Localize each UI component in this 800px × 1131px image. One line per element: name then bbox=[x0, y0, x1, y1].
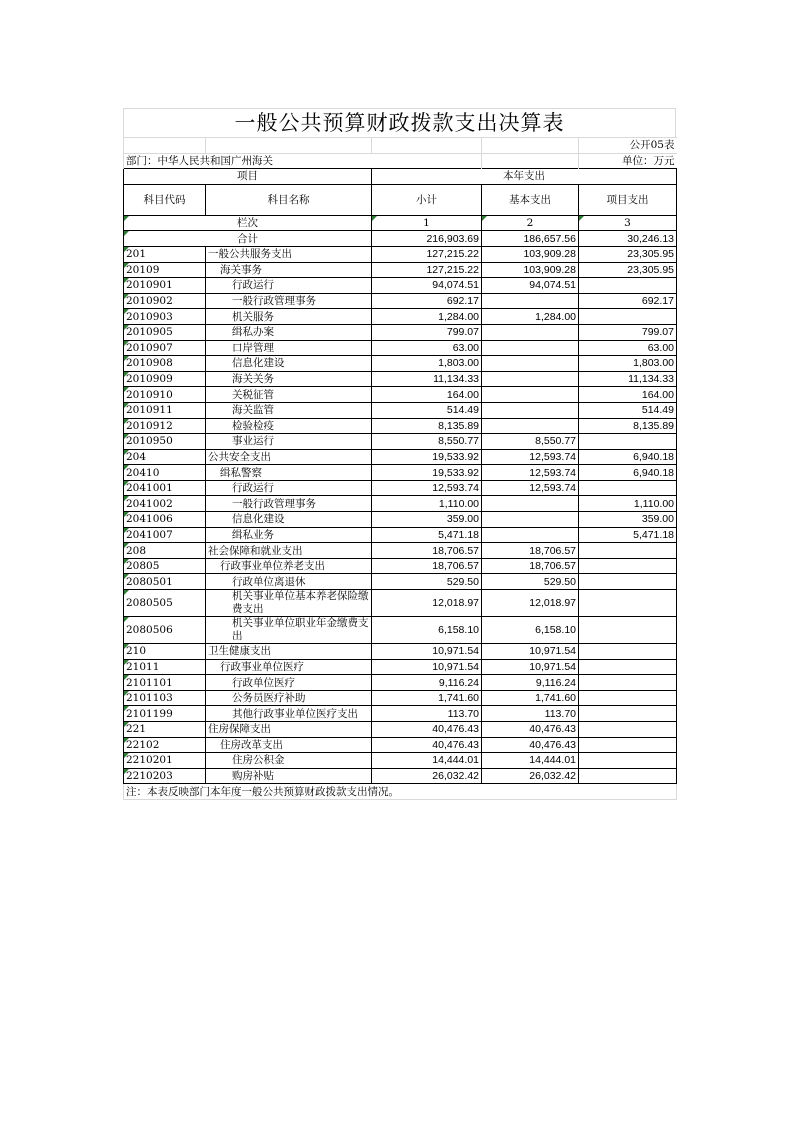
row-name: 缉私业务 bbox=[206, 527, 372, 543]
row-code: 2101199 bbox=[124, 706, 206, 722]
table-row bbox=[124, 434, 677, 450]
row-name: 住房改革支出 bbox=[206, 737, 372, 753]
row-subtotal: 127,215.22 bbox=[372, 262, 482, 278]
row-subtotal: 63.00 bbox=[372, 340, 482, 356]
row-project bbox=[579, 753, 677, 769]
table-row bbox=[124, 356, 677, 372]
row-project bbox=[579, 309, 677, 325]
total-project: 30,246.13 bbox=[579, 231, 677, 247]
row-name: 海关关务 bbox=[206, 371, 372, 387]
row-name: 公共安全支出 bbox=[206, 449, 372, 465]
row-basic bbox=[482, 293, 579, 309]
row-project bbox=[579, 434, 677, 450]
table-row bbox=[124, 512, 677, 528]
row-code: 2010903 bbox=[124, 309, 206, 325]
row-basic bbox=[482, 356, 579, 372]
table-row bbox=[124, 340, 677, 356]
row-code: 2010910 bbox=[124, 387, 206, 403]
row-project bbox=[579, 690, 677, 706]
row-basic: 94,074.51 bbox=[482, 278, 579, 294]
table-row bbox=[124, 402, 677, 418]
budget-sheet bbox=[123, 108, 676, 800]
row-subtotal: 40,476.43 bbox=[372, 737, 482, 753]
row-name: 行政事业单位养老支出 bbox=[206, 558, 372, 574]
row-subtotal: 6,158.10 bbox=[372, 617, 482, 644]
table-row bbox=[124, 590, 677, 617]
row-name: 一般公共服务支出 bbox=[206, 246, 372, 262]
row-subtotal: 18,706.57 bbox=[372, 543, 482, 559]
row-project bbox=[579, 644, 677, 660]
row-code: 20109 bbox=[124, 262, 206, 278]
row-code: 2010905 bbox=[124, 324, 206, 340]
row-project bbox=[579, 574, 677, 590]
current-year-header: 本年支出 bbox=[372, 169, 677, 185]
table-row bbox=[124, 737, 677, 753]
row-name: 缉私办案 bbox=[206, 324, 372, 340]
row-basic bbox=[482, 340, 579, 356]
row-basic: 26,032.42 bbox=[482, 768, 579, 784]
row-name: 事业运行 bbox=[206, 434, 372, 450]
row-subtotal: 692.17 bbox=[372, 293, 482, 309]
row-code: 2041006 bbox=[124, 512, 206, 528]
row-basic: 1,284.00 bbox=[482, 309, 579, 325]
project-header: 项目支出 bbox=[579, 184, 677, 215]
row-project bbox=[579, 675, 677, 691]
row-name: 购房补贴 bbox=[206, 768, 372, 784]
meta-row bbox=[124, 153, 677, 169]
table-row bbox=[124, 644, 677, 660]
row-project bbox=[579, 706, 677, 722]
row-code: 2010901 bbox=[124, 278, 206, 294]
row-code: 2010911 bbox=[124, 402, 206, 418]
row-basic: 18,706.57 bbox=[482, 558, 579, 574]
total-basic: 186,657.56 bbox=[482, 231, 579, 247]
row-project: 799.07 bbox=[579, 324, 677, 340]
table-row bbox=[124, 293, 677, 309]
table-row bbox=[124, 449, 677, 465]
row-basic: 40,476.43 bbox=[482, 737, 579, 753]
row-basic: 12,593.74 bbox=[482, 449, 579, 465]
row-subtotal: 40,476.43 bbox=[372, 722, 482, 738]
row-subtotal: 359.00 bbox=[372, 512, 482, 528]
col-number-1: 1 bbox=[372, 215, 482, 231]
row-name: 一般行政管理事务 bbox=[206, 293, 372, 309]
row-project: 514.49 bbox=[579, 402, 677, 418]
basic-header: 基本支出 bbox=[482, 184, 579, 215]
row-project bbox=[579, 659, 677, 675]
table-row bbox=[124, 262, 677, 278]
col-number-2: 2 bbox=[482, 215, 579, 231]
table-row bbox=[124, 465, 677, 481]
row-code: 201 bbox=[124, 246, 206, 262]
row-subtotal: 26,032.42 bbox=[372, 768, 482, 784]
row-code: 2010950 bbox=[124, 434, 206, 450]
code-header: 科目代码 bbox=[124, 184, 206, 215]
row-project bbox=[579, 722, 677, 738]
row-name: 缉私警察 bbox=[206, 465, 372, 481]
row-name: 住房公积金 bbox=[206, 753, 372, 769]
table-row bbox=[124, 574, 677, 590]
row-subtotal: 1,803.00 bbox=[372, 356, 482, 372]
row-basic: 529.50 bbox=[482, 574, 579, 590]
subtotal-header: 小计 bbox=[372, 184, 482, 215]
row-name: 行政事业单位医疗 bbox=[206, 659, 372, 675]
table-row bbox=[124, 278, 677, 294]
row-code: 210 bbox=[124, 644, 206, 660]
item-header: 项目 bbox=[124, 169, 372, 185]
row-basic: 6,158.10 bbox=[482, 617, 579, 644]
column-label: 栏次 bbox=[124, 215, 372, 231]
row-subtotal: 1,110.00 bbox=[372, 496, 482, 512]
row-basic: 103,909.28 bbox=[482, 246, 579, 262]
row-name: 海关监管 bbox=[206, 402, 372, 418]
row-name: 机关事业单位基本养老保险缴费支出 bbox=[206, 590, 372, 617]
row-subtotal: 5,471.18 bbox=[372, 527, 482, 543]
row-subtotal: 11,134.33 bbox=[372, 371, 482, 387]
row-code: 2080505 bbox=[124, 590, 206, 617]
table-row bbox=[124, 706, 677, 722]
row-code: 20805 bbox=[124, 558, 206, 574]
row-code: 2041007 bbox=[124, 527, 206, 543]
row-subtotal: 10,971.54 bbox=[372, 644, 482, 660]
row-subtotal: 529.50 bbox=[372, 574, 482, 590]
row-subtotal: 164.00 bbox=[372, 387, 482, 403]
expenditure-table bbox=[123, 137, 677, 800]
row-subtotal: 1,284.00 bbox=[372, 309, 482, 325]
row-subtotal: 1,741.60 bbox=[372, 690, 482, 706]
header-row-1 bbox=[124, 169, 677, 185]
page-title: 一般公共预算财政拨款支出决算表 bbox=[123, 108, 676, 137]
table-note: 注：本表反映部门本年度一般公共预算财政拨款支出情况。 bbox=[124, 784, 677, 800]
table-row bbox=[124, 246, 677, 262]
row-code: 204 bbox=[124, 449, 206, 465]
table-row bbox=[124, 558, 677, 574]
row-subtotal: 14,444.01 bbox=[372, 753, 482, 769]
row-project: 359.00 bbox=[579, 512, 677, 528]
row-basic bbox=[482, 512, 579, 528]
row-subtotal: 113.70 bbox=[372, 706, 482, 722]
row-code: 2080506 bbox=[124, 617, 206, 644]
row-code: 2080501 bbox=[124, 574, 206, 590]
row-basic bbox=[482, 387, 579, 403]
row-project: 5,471.18 bbox=[579, 527, 677, 543]
row-name: 关税征管 bbox=[206, 387, 372, 403]
row-project: 23,305.95 bbox=[579, 262, 677, 278]
row-code: 208 bbox=[124, 543, 206, 559]
row-subtotal: 19,533.92 bbox=[372, 465, 482, 481]
row-project: 6,940.18 bbox=[579, 465, 677, 481]
form-no-row bbox=[124, 138, 677, 154]
row-code: 2101101 bbox=[124, 675, 206, 691]
row-code: 20410 bbox=[124, 465, 206, 481]
row-code: 2010909 bbox=[124, 371, 206, 387]
row-project bbox=[579, 558, 677, 574]
row-name: 海关事务 bbox=[206, 262, 372, 278]
row-project: 692.17 bbox=[579, 293, 677, 309]
row-name: 信息化建设 bbox=[206, 356, 372, 372]
row-project bbox=[579, 617, 677, 644]
row-basic: 14,444.01 bbox=[482, 753, 579, 769]
row-name: 卫生健康支出 bbox=[206, 644, 372, 660]
row-subtotal: 94,074.51 bbox=[372, 278, 482, 294]
table-row bbox=[124, 690, 677, 706]
department-label: 部门：中华人民共和国广州海关 bbox=[124, 153, 482, 169]
row-basic: 10,971.54 bbox=[482, 644, 579, 660]
row-project: 11,134.33 bbox=[579, 371, 677, 387]
form-number: 公开05表 bbox=[579, 138, 677, 154]
row-name: 行政运行 bbox=[206, 278, 372, 294]
row-basic bbox=[482, 324, 579, 340]
row-basic: 1,741.60 bbox=[482, 690, 579, 706]
table-row bbox=[124, 496, 677, 512]
name-header: 科目名称 bbox=[206, 184, 372, 215]
row-code: 21011 bbox=[124, 659, 206, 675]
total-row bbox=[124, 231, 677, 247]
row-name: 公务员医疗补助 bbox=[206, 690, 372, 706]
row-name: 机关服务 bbox=[206, 309, 372, 325]
table-row bbox=[124, 675, 677, 691]
row-name: 一般行政管理事务 bbox=[206, 496, 372, 512]
row-basic: 9,116.24 bbox=[482, 675, 579, 691]
row-project: 164.00 bbox=[579, 387, 677, 403]
row-name: 信息化建设 bbox=[206, 512, 372, 528]
row-name: 行政运行 bbox=[206, 480, 372, 496]
table-row bbox=[124, 543, 677, 559]
row-code: 2010912 bbox=[124, 418, 206, 434]
row-project: 1,110.00 bbox=[579, 496, 677, 512]
row-basic bbox=[482, 527, 579, 543]
row-project: 23,305.95 bbox=[579, 246, 677, 262]
row-name: 检验检疫 bbox=[206, 418, 372, 434]
row-project bbox=[579, 278, 677, 294]
row-name: 住房保障支出 bbox=[206, 722, 372, 738]
total-label: 合计 bbox=[124, 231, 372, 247]
row-code: 2101103 bbox=[124, 690, 206, 706]
row-code: 2041001 bbox=[124, 480, 206, 496]
table-row bbox=[124, 768, 677, 784]
row-basic: 10,971.54 bbox=[482, 659, 579, 675]
row-basic bbox=[482, 371, 579, 387]
row-code: 2210201 bbox=[124, 753, 206, 769]
table-row bbox=[124, 659, 677, 675]
unit-label: 单位：万元 bbox=[579, 153, 677, 169]
row-project: 1,803.00 bbox=[579, 356, 677, 372]
row-code: 221 bbox=[124, 722, 206, 738]
row-project bbox=[579, 590, 677, 617]
row-project bbox=[579, 543, 677, 559]
row-subtotal: 8,550.77 bbox=[372, 434, 482, 450]
row-project bbox=[579, 737, 677, 753]
row-basic: 8,550.77 bbox=[482, 434, 579, 450]
row-name: 行政单位离退休 bbox=[206, 574, 372, 590]
row-subtotal: 9,116.24 bbox=[372, 675, 482, 691]
header-row-2 bbox=[124, 184, 677, 215]
row-code: 2210203 bbox=[124, 768, 206, 784]
row-basic bbox=[482, 418, 579, 434]
row-basic bbox=[482, 496, 579, 512]
row-name: 机关事业单位职业年金缴费支出 bbox=[206, 617, 372, 644]
table-row bbox=[124, 722, 677, 738]
row-code: 2010907 bbox=[124, 340, 206, 356]
row-name: 行政单位医疗 bbox=[206, 675, 372, 691]
row-project bbox=[579, 480, 677, 496]
row-subtotal: 514.49 bbox=[372, 402, 482, 418]
column-number-row bbox=[124, 215, 677, 231]
row-basic: 18,706.57 bbox=[482, 543, 579, 559]
row-subtotal: 18,706.57 bbox=[372, 558, 482, 574]
table-row bbox=[124, 753, 677, 769]
table-row bbox=[124, 418, 677, 434]
col-number-3: 3 bbox=[579, 215, 677, 231]
note-row bbox=[124, 784, 677, 800]
row-project: 6,940.18 bbox=[579, 449, 677, 465]
row-project bbox=[579, 768, 677, 784]
row-basic: 113.70 bbox=[482, 706, 579, 722]
table-row bbox=[124, 324, 677, 340]
row-subtotal: 19,533.92 bbox=[372, 449, 482, 465]
row-basic: 40,476.43 bbox=[482, 722, 579, 738]
row-subtotal: 12,593.74 bbox=[372, 480, 482, 496]
row-subtotal: 8,135.89 bbox=[372, 418, 482, 434]
row-subtotal: 127,215.22 bbox=[372, 246, 482, 262]
table-row bbox=[124, 387, 677, 403]
table-row bbox=[124, 617, 677, 644]
table-row bbox=[124, 527, 677, 543]
row-basic: 12,593.74 bbox=[482, 480, 579, 496]
table-row bbox=[124, 371, 677, 387]
row-basic bbox=[482, 402, 579, 418]
total-subtotal: 216,903.69 bbox=[372, 231, 482, 247]
row-basic: 103,909.28 bbox=[482, 262, 579, 278]
row-basic: 12,593.74 bbox=[482, 465, 579, 481]
row-name: 其他行政事业单位医疗支出 bbox=[206, 706, 372, 722]
row-subtotal: 12,018.97 bbox=[372, 590, 482, 617]
row-code: 2010902 bbox=[124, 293, 206, 309]
row-name: 口岸管理 bbox=[206, 340, 372, 356]
row-code: 2041002 bbox=[124, 496, 206, 512]
table-row bbox=[124, 480, 677, 496]
row-name: 社会保障和就业支出 bbox=[206, 543, 372, 559]
row-subtotal: 799.07 bbox=[372, 324, 482, 340]
row-project: 8,135.89 bbox=[579, 418, 677, 434]
table-row bbox=[124, 309, 677, 325]
row-subtotal: 10,971.54 bbox=[372, 659, 482, 675]
row-code: 2010908 bbox=[124, 356, 206, 372]
row-code: 22102 bbox=[124, 737, 206, 753]
row-project: 63.00 bbox=[579, 340, 677, 356]
row-basic: 12,018.97 bbox=[482, 590, 579, 617]
